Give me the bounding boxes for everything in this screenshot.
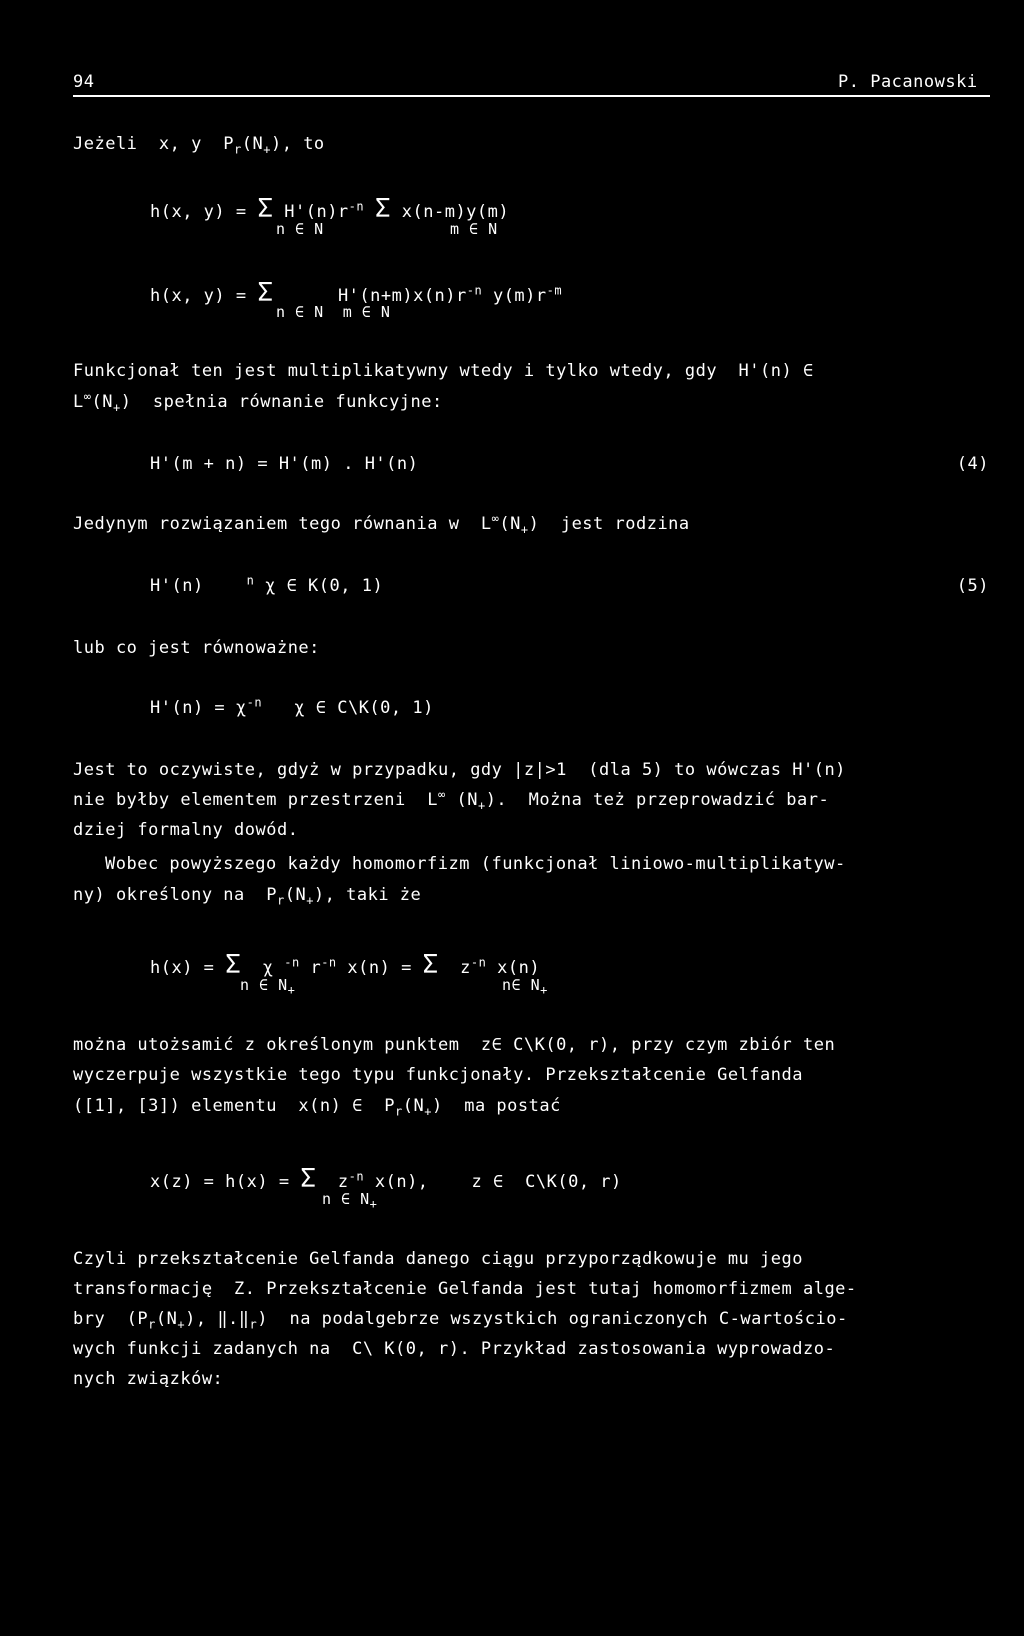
equation-3-number: (4) xyxy=(956,454,989,474)
paragraph-2: Jedynym rozwiązaniem tego równania w $L^\infty(N_+)$ jest rodzina xyxy=(73,511,690,537)
equation-2: h(x, y) = Σ $H'(n+m)x(n)r^{-n}$ $y(m)r^{-m}$ xyxy=(150,278,563,308)
paragraph-6-line-3: ([1], [3]) elementu x(n) ∈ $P_r(N_+)$ ma postać xyxy=(73,1096,561,1119)
equation-2-sum-index: n ∈ N m ∈ N xyxy=(276,303,391,321)
paragraph-7-line-1: Czyli przekształcenie Gelfanda danego ciągu przyporządkowuje mu jego xyxy=(73,1249,803,1269)
paragraph-7-line-4: wych funkcji zadanych na C\ K(0, r). Przykład zastosowania wyprowadzo- xyxy=(73,1339,836,1359)
paragraph-3: lub co jest równoważne: xyxy=(73,638,320,658)
equation-1-sum1-index: n ∈ N xyxy=(276,220,324,238)
paragraph-4-line-1: Jest to oczywiste, gdyż w przypadku, gdy |z|>1 (dla 5) to wówczas H'(n) xyxy=(73,760,846,780)
equation-1: h(x, y) = Σ $H'(n)r^{-n}$ Σ x(n-m)y(m) xyxy=(150,194,510,224)
paragraph-6-line-1: można utożsamić z określonym punktem z∈ C\K(0, r), przy czym zbiór ten xyxy=(73,1035,836,1055)
equation-7: x(z) = h(x) = Σ $z^{-n}$ x(n), z ∈ C\K(0, r) xyxy=(150,1164,622,1194)
paragraph-4-line-2: nie byłby elementem przestrzeni L∞ $(N_+)$. Można też przeprowadzić bar- xyxy=(73,787,830,813)
paragraph-1-line-1: Funkcjonał ten jest multiplikatywny wtedy i tylko wtedy, gdy H'(n) ∈ xyxy=(73,361,814,381)
paragraph-6-line-2: wyczerpuje wszystkie tego typu funkcjonały. Przekształcenie Gelfanda xyxy=(73,1065,803,1085)
page-number: 94 xyxy=(73,72,95,92)
header-rule xyxy=(73,95,990,97)
equation-3: H'(m + n) = H'(m) . H'(n) xyxy=(150,454,419,474)
paragraph-5-line-2: ny) określony na $P_r(N_+)$, taki że xyxy=(73,885,422,908)
paragraph-4-line-3: dziej formalny dowód. xyxy=(73,820,299,840)
equation-6: h(x) = Σ χ $^{-n}$ $r^{-n}$ x(n) = Σ $z^{-n}$ x(n) xyxy=(150,950,541,980)
equation-6-sum2-index: n∈ $N_+$ xyxy=(502,976,548,997)
paragraph-7-line-5: nych związków: xyxy=(73,1369,224,1389)
intro-line: Jeżeli x, y $P_r(N_+)$, to xyxy=(73,134,325,157)
equation-7-sum-index: n ∈ $N_+$ xyxy=(322,1190,378,1211)
paragraph-5-line-1: Wobec powyższego każdy homomorfizm (funkcjonał liniowo-multiplikatyw- xyxy=(105,854,846,874)
equation-4: H'(n) $^n$ χ ∈ K(0, 1) xyxy=(150,573,384,596)
equation-6-sum1-index: n ∈ $N_+$ xyxy=(240,976,296,997)
paragraph-7-line-3: bry ($P_r(N_+)$, $‖.‖_r$) na podalgebrze wszystkich ograniczonych C-wartościo- xyxy=(73,1309,848,1332)
equation-4-number: (5) xyxy=(956,576,989,596)
equation-5: $H'(n) = \chi^{-n}$ χ ∈ C\K(0, 1) xyxy=(150,695,434,718)
running-author: P. Pacanowski xyxy=(838,72,978,92)
equation-1-sum2-index: m ∈ N xyxy=(450,220,498,238)
paragraph-7-line-2: transformację Z. Przekształcenie Gelfanda jest tutaj homomorfizmem alge- xyxy=(73,1279,857,1299)
paragraph-1-line-2: $L^\infty(N_+)$ spełnia równanie funkcyjne: xyxy=(73,389,443,415)
